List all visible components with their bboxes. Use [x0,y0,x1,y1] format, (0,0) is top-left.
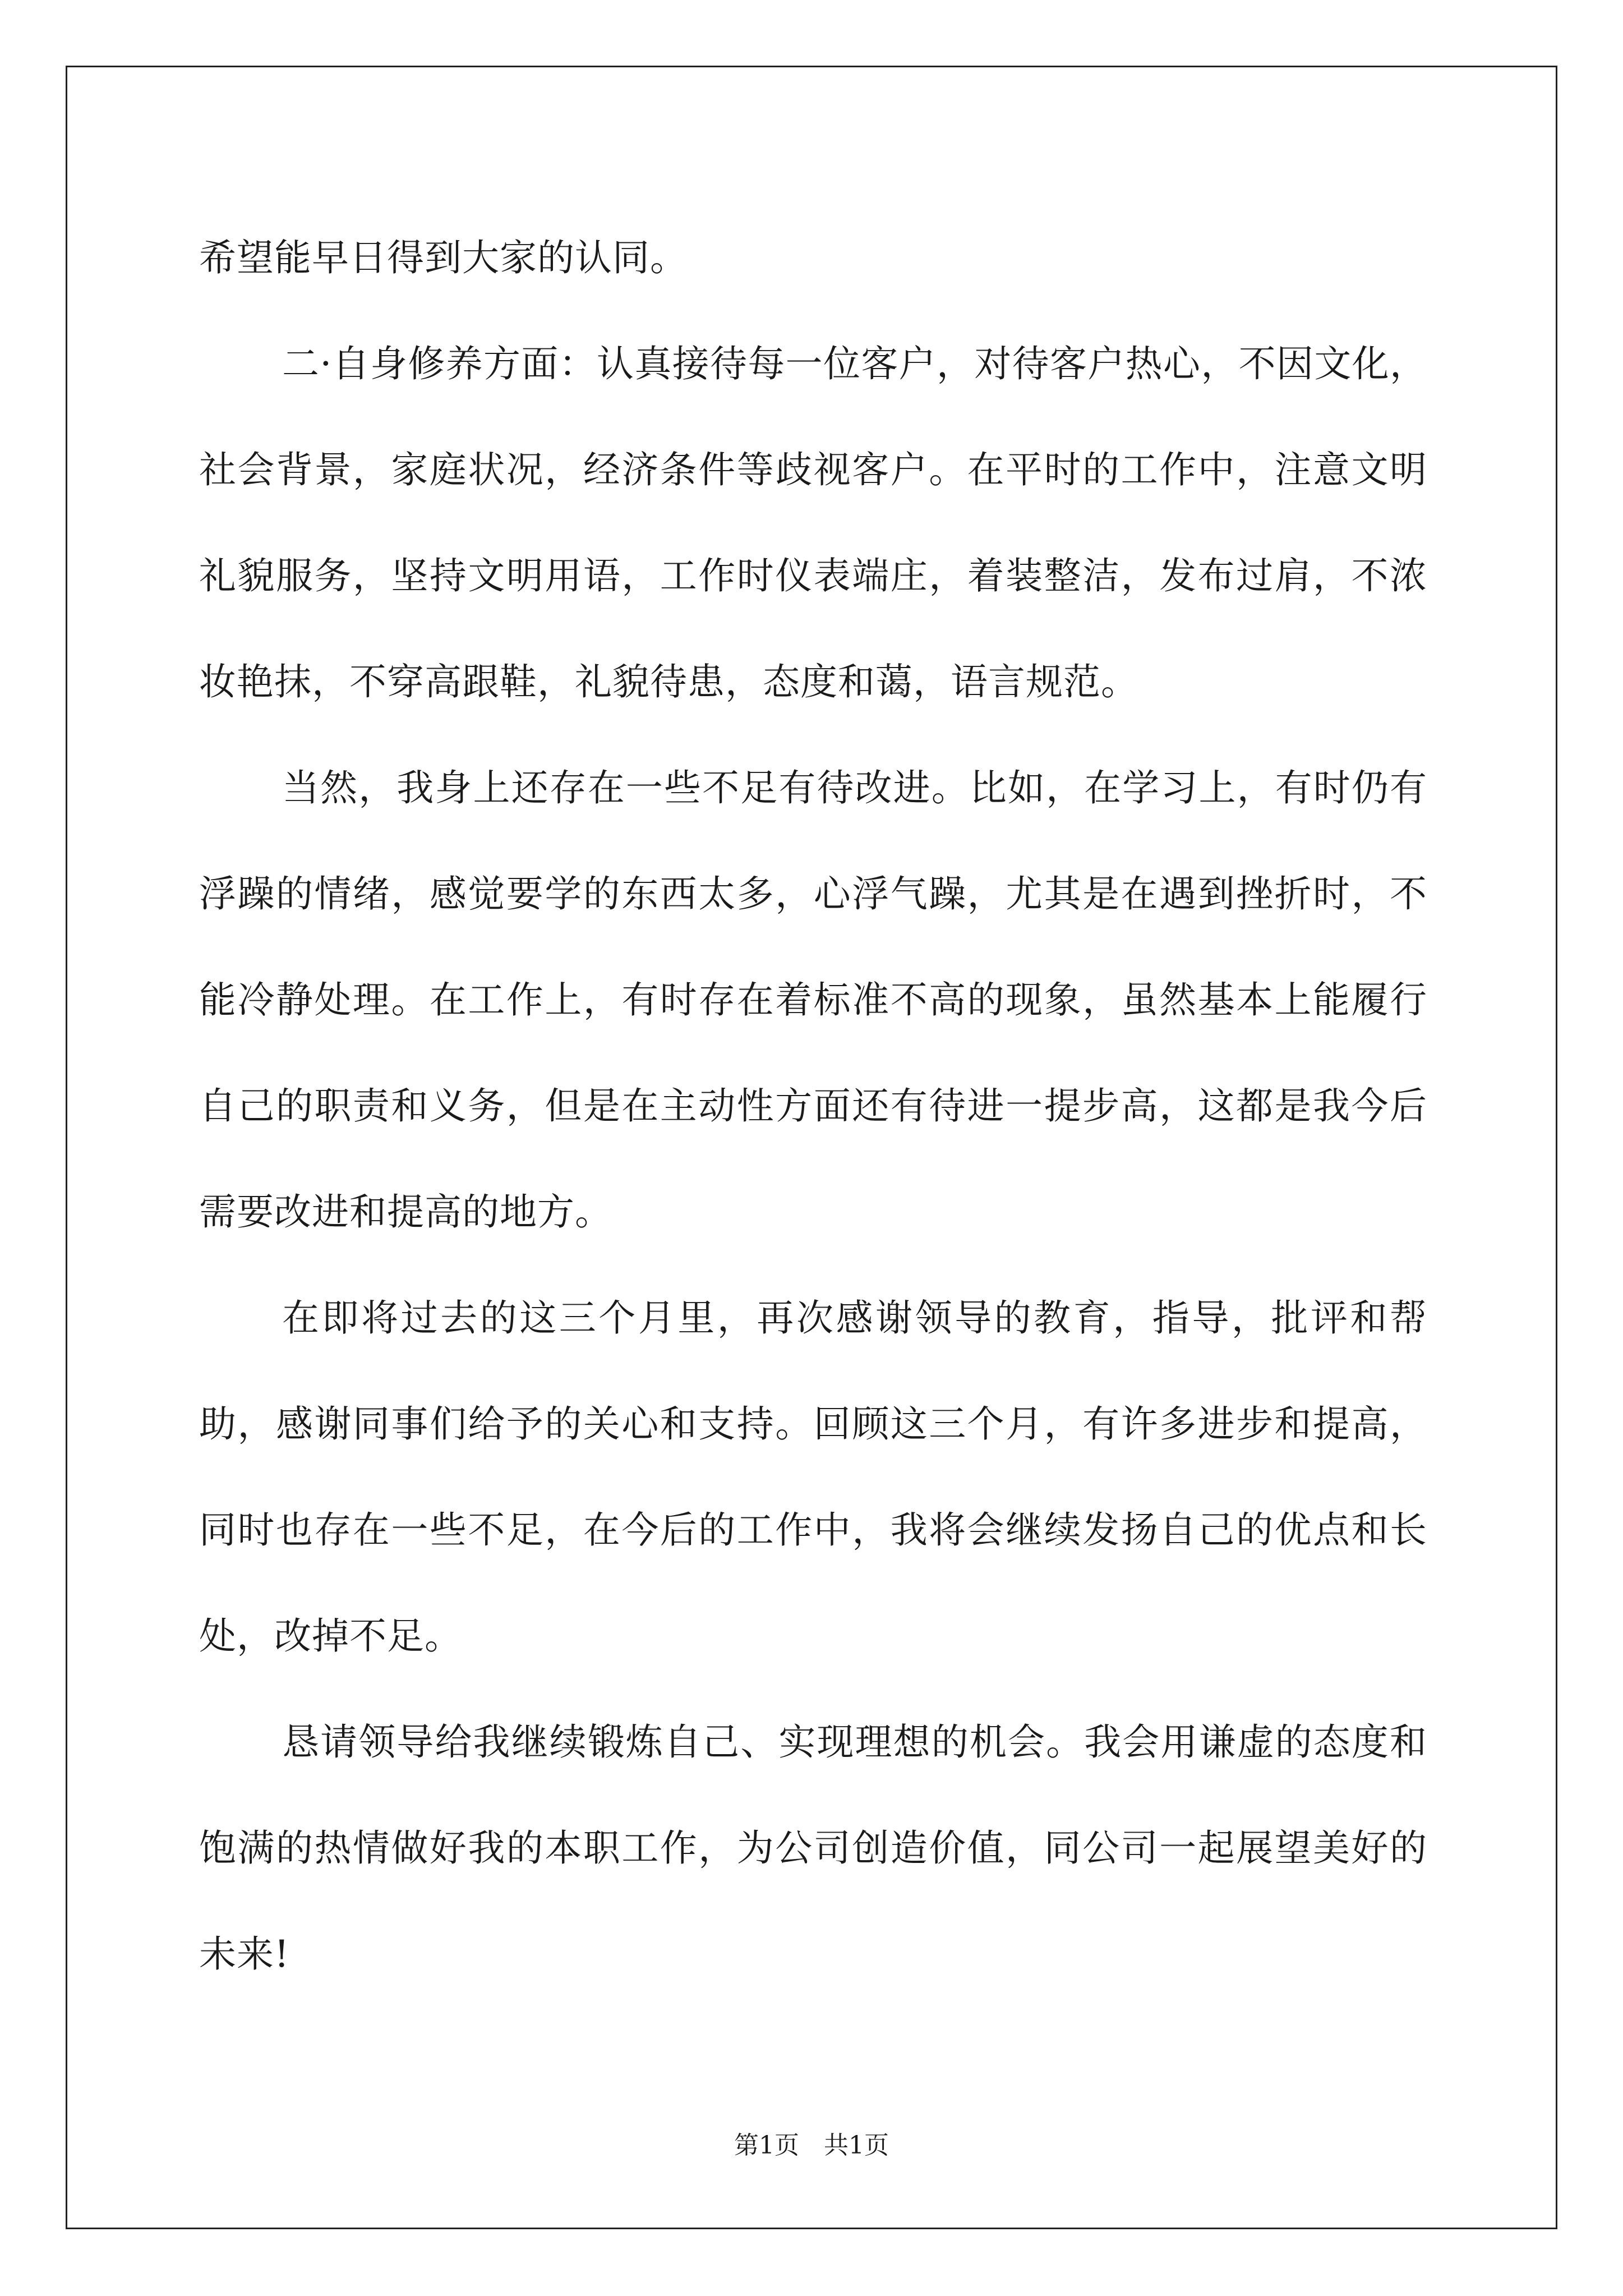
paragraph-1: 希望能早日得到大家的认同。 [199,236,688,279]
document-body [199,205,1427,2007]
page-footer: 第1页 共1页 [734,2131,889,2160]
paragraph-3: 当然，我身上还存在一些不足有待改进。比如，在学习上，有时仍有浮躁的情绪，感觉要学的东西太多，心浮气躁，尤其是在遇到挫折时，不能冷静处理。在工作上，有时存在着标准不高的现象，虽然基本上能履行自己的职责和义务，但是在主动性方面还有待进一提步高，这都是我今后需要改进和提高的地方。 [199,766,1427,1234]
paragraph-2: 二·自身修养方面：认真接待每一位客户，对待客户热心，不因文化，社会背景，家庭状况，经济条件等歧视客户。在平时的工作中，注意文明礼貌服务，坚持文明用语，工作时仪表端庄，着装整洁，发布过肩，不浓妆艳抹，不穿高跟鞋，礼貌待患，态度和蔼，语言规范。 [199,342,1427,703]
paragraph-4: 在即将过去的这三个月里，再次感谢领导的教育，指导，批评和帮助，感谢同事们给予的关心和支持。回顾这三个月，有许多进步和提高，同时也存在一些不足，在今后的工作中，我将会继续发扬自己的优点和长处，改掉不足。 [199,1296,1427,1658]
paragraph-5: 恳请领导给我继续锻炼自己、实现理想的机会。我会用谦虚的态度和饱满的热情做好我的本职工作，为公司创造价值，同公司一起展望美好的未来! [199,1720,1427,1976]
